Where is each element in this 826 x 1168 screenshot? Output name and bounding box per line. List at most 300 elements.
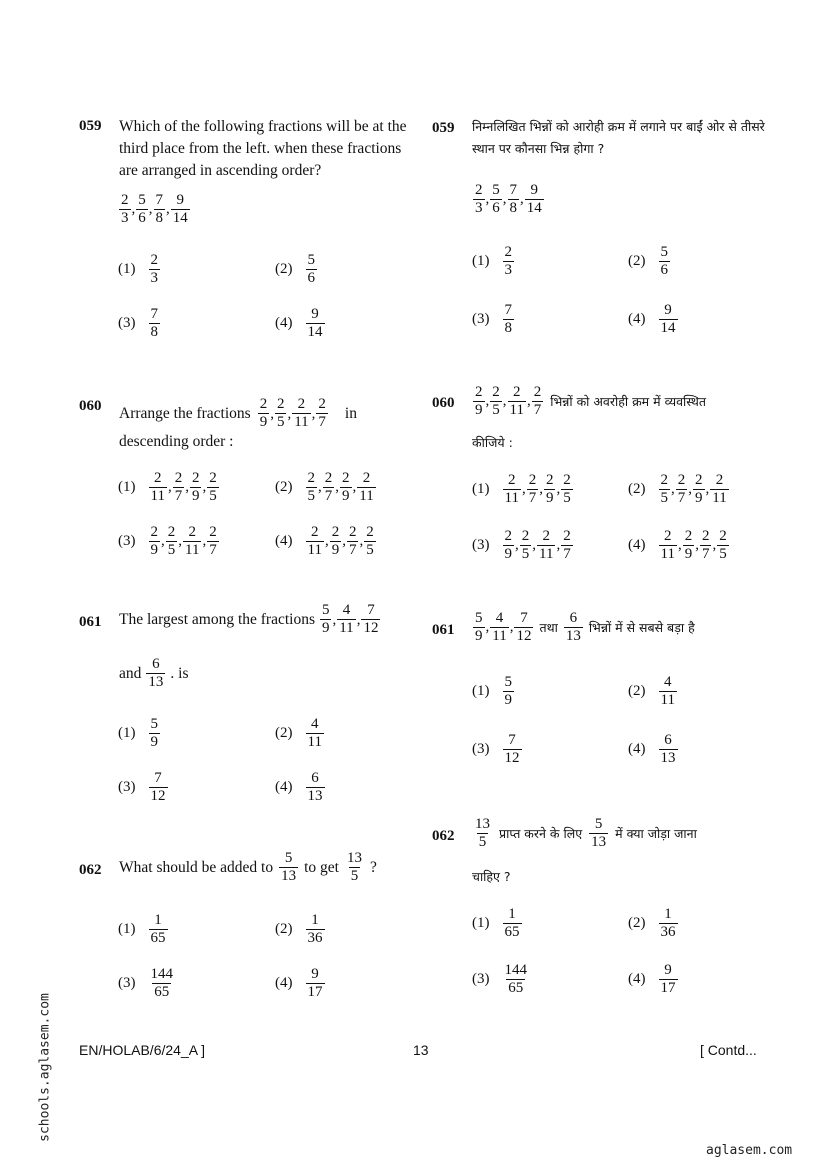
comma: ,: [311, 405, 316, 422]
q062-hi-fraction-1: [588, 816, 609, 851]
q062-hi-text-c: चाहिए ?: [472, 869, 511, 884]
q061-hi-last-fraction: [563, 610, 584, 645]
denominator: 11: [185, 542, 200, 558]
fraction: [710, 472, 728, 507]
numerator: 2: [504, 244, 512, 260]
option-label: (4): [628, 537, 646, 553]
numerator: 4: [495, 610, 504, 626]
q060-sequence: [257, 396, 329, 431]
q061-option-2[interactable]: [275, 716, 325, 751]
q061-option-3[interactable]: [118, 770, 169, 805]
denominator: 9: [331, 542, 340, 558]
comma: ,: [712, 537, 717, 553]
fraction: [364, 524, 376, 559]
denominator: 6: [138, 210, 146, 226]
denominator: 11: [307, 542, 322, 558]
option-sequence: [148, 524, 220, 559]
comma: ,: [521, 481, 526, 497]
q061-number: 061: [79, 614, 102, 630]
fraction: [345, 850, 364, 885]
page-number: 13: [413, 1042, 429, 1058]
fraction: [700, 528, 712, 563]
option-sequence: [305, 524, 377, 559]
q060-hi-option-2[interactable]: [628, 472, 730, 507]
fraction: [683, 528, 695, 563]
comma: ,: [324, 533, 329, 549]
numerator: 9: [664, 302, 672, 318]
option-fraction: [659, 962, 678, 997]
q059-option-3[interactable]: [118, 306, 161, 341]
q059-number: 059: [79, 118, 102, 134]
option-sequence: [148, 470, 220, 505]
footer-code: EN/HOLAB/6/24_A ]: [79, 1042, 206, 1058]
denominator: 5: [307, 488, 315, 504]
numerator: 5: [492, 182, 500, 198]
denominator: 3: [475, 200, 483, 216]
fraction: [537, 528, 555, 563]
option-label: (1): [472, 481, 490, 497]
q062-hi-number: 062: [432, 828, 455, 844]
q062-hi-line1: [472, 816, 697, 851]
denominator: 8: [509, 200, 517, 216]
denominator: 9: [695, 490, 703, 506]
denominator: 5: [167, 542, 176, 558]
comma: ,: [688, 481, 692, 497]
q059-text: Which of the following fractions will be at the third place from the left. when these fractions are arranged in ascending order?: [119, 118, 407, 179]
denominator: 8: [155, 210, 163, 226]
numerator: 1: [508, 906, 516, 922]
fraction: [490, 384, 502, 419]
denominator: 7: [348, 542, 357, 558]
fraction: [330, 524, 342, 559]
denominator: 65: [504, 924, 520, 940]
comma: ,: [131, 201, 136, 217]
q059-option-1[interactable]: [118, 252, 161, 287]
numerator: 7: [154, 770, 162, 786]
denominator: 11: [712, 490, 727, 506]
q061-text-line1: [119, 602, 381, 637]
denominator: 7: [324, 488, 333, 504]
option-label: (1): [118, 261, 136, 277]
fraction: [146, 656, 165, 691]
q062-fraction-2: [344, 850, 365, 885]
fraction: [357, 470, 375, 505]
numerator: 2: [209, 470, 217, 486]
numerator: 2: [342, 470, 350, 486]
fraction: [659, 528, 677, 563]
option-label: (4): [628, 311, 646, 327]
numerator: 6: [664, 732, 672, 748]
q060-hi-option-1[interactable]: [472, 472, 574, 507]
fraction: [508, 384, 526, 419]
comma: ,: [556, 481, 561, 497]
numerator: 6: [152, 656, 160, 672]
fraction: [589, 816, 608, 851]
denominator: 3: [504, 262, 512, 278]
q060-hi-sequence: [472, 384, 544, 419]
comma: ,: [539, 481, 543, 497]
option-fraction: [306, 966, 325, 1001]
q062-option-1[interactable]: [118, 912, 169, 947]
numerator: 2: [209, 524, 217, 540]
comma: ,: [485, 191, 490, 207]
numerator: 2: [310, 524, 319, 540]
q062-hi-option-1[interactable]: [472, 906, 523, 941]
fraction: [136, 192, 148, 227]
fraction: [532, 384, 544, 419]
numerator: 2: [701, 528, 710, 544]
q060-hi-text-b: कीजिये :: [472, 435, 513, 450]
option-label: (3): [118, 975, 136, 991]
denominator: 13: [281, 868, 297, 884]
option-fraction: [659, 674, 677, 709]
denominator: 11: [660, 692, 675, 708]
comma: ,: [352, 479, 357, 495]
option-label: (1): [472, 915, 490, 931]
fraction: [347, 524, 359, 559]
q062-text-line: [119, 850, 377, 885]
q062-text-a: What should be added to: [119, 858, 274, 876]
numerator: 2: [521, 528, 530, 544]
comma: ,: [671, 481, 675, 497]
denominator: 7: [677, 490, 686, 506]
numerator: 7: [509, 182, 517, 198]
comma: ,: [335, 479, 339, 495]
fraction: [490, 182, 502, 217]
denominator: 9: [545, 490, 554, 506]
option-fraction: [306, 252, 318, 287]
q062-option-3[interactable]: [118, 966, 176, 1001]
q062-text-b: to get: [304, 858, 339, 876]
denominator: 11: [539, 546, 554, 562]
fraction: [514, 610, 533, 645]
numerator: 1: [154, 912, 162, 928]
fraction: [340, 470, 352, 505]
option-fraction: [306, 770, 325, 805]
numerator: 4: [663, 674, 672, 690]
q060-option-4[interactable]: [275, 524, 377, 559]
q060-option-3[interactable]: [118, 524, 220, 559]
denominator: 9: [321, 620, 330, 636]
numerator: 144: [504, 962, 527, 978]
q061-sequence: [319, 602, 381, 637]
numerator: 5: [475, 610, 483, 626]
numerator: 5: [504, 674, 512, 690]
q060-hi-text-a: भिन्नों को अवरोही क्रम में व्यवस्थित: [550, 393, 707, 409]
fraction: [473, 384, 485, 419]
option-fraction: [149, 716, 161, 751]
q061-hi-option-1[interactable]: [472, 674, 515, 709]
denominator: 5: [209, 488, 217, 504]
numerator: 9: [664, 962, 672, 978]
numerator: 2: [153, 470, 162, 486]
q061-hi-option-2[interactable]: [628, 674, 678, 709]
option-label: (3): [472, 311, 490, 327]
numerator: 2: [191, 470, 200, 486]
option-label: (2): [628, 683, 646, 699]
denominator: 11: [150, 488, 165, 504]
fraction: [279, 850, 298, 885]
denominator: 5: [719, 546, 727, 562]
numerator: 13: [475, 816, 490, 832]
comma: ,: [359, 533, 364, 549]
fraction: [503, 472, 521, 507]
q062-hi-option-2[interactable]: [628, 906, 679, 941]
option-fraction: [149, 770, 168, 805]
option-sequence: [502, 528, 574, 563]
option-label: (2): [628, 915, 646, 931]
numerator: 2: [492, 384, 500, 400]
denominator: 36: [307, 930, 323, 946]
option-fraction: [306, 306, 325, 341]
numerator: 2: [307, 470, 315, 486]
q062-fraction-1: [278, 850, 299, 885]
denominator: 14: [307, 324, 323, 340]
q061-text-b: and: [119, 664, 142, 682]
numerator: 2: [719, 528, 727, 544]
option-fraction: [306, 716, 324, 751]
option-label: (2): [275, 921, 293, 937]
q062-hi-option-3[interactable]: [472, 962, 530, 997]
comma: ,: [515, 537, 519, 553]
denominator: 8: [150, 324, 158, 340]
denominator: 6: [492, 200, 500, 216]
comma: ,: [202, 533, 207, 549]
denominator: 65: [150, 930, 166, 946]
fraction: [544, 472, 556, 507]
option-fraction: [503, 674, 515, 709]
numerator: 2: [507, 472, 516, 488]
denominator: 36: [660, 924, 676, 940]
option-label: (4): [275, 315, 293, 331]
fraction: [149, 524, 161, 559]
denominator: 9: [259, 414, 268, 430]
q060-number: 060: [79, 398, 102, 414]
numerator: 2: [475, 384, 483, 400]
option-label: (4): [275, 975, 293, 991]
numerator: 7: [508, 732, 516, 748]
comma: ,: [318, 479, 322, 495]
fraction: [119, 192, 131, 227]
numerator: 5: [138, 192, 146, 208]
q061-hi-option-4[interactable]: [628, 732, 679, 767]
q059-hi-number: 059: [432, 120, 455, 136]
fraction: [306, 524, 324, 559]
option-label: (2): [275, 725, 293, 741]
q062-hi-fraction-2: [472, 816, 493, 851]
fraction: [275, 396, 287, 431]
fraction: [306, 470, 318, 505]
q059-option-2[interactable]: [275, 252, 318, 287]
q061-text-c: . is: [170, 664, 189, 682]
q062-option-2[interactable]: [275, 912, 326, 947]
comma: ,: [148, 201, 153, 217]
denominator: 7: [528, 490, 537, 506]
numerator: 6: [569, 610, 578, 626]
numerator: 2: [324, 470, 333, 486]
comma: ,: [202, 479, 207, 495]
q061-hi-option-3[interactable]: [472, 732, 523, 767]
option-sequence: [658, 528, 730, 563]
denominator: 12: [516, 628, 532, 644]
fraction: [316, 396, 328, 431]
option-fraction: [659, 302, 678, 337]
option-sequence: [502, 472, 574, 507]
numerator: 2: [475, 182, 483, 198]
fraction: [473, 816, 492, 851]
numerator: 2: [174, 470, 183, 486]
numerator: 5: [307, 252, 315, 268]
q061-hi-sequence: [472, 610, 534, 645]
numerator: 2: [563, 528, 571, 544]
numerator: 4: [310, 716, 319, 732]
q059-hi-option-3[interactable]: [472, 302, 515, 337]
comma: ,: [502, 191, 507, 207]
numerator: 1: [311, 912, 319, 928]
denominator: 3: [121, 210, 129, 226]
numerator: 9: [311, 306, 319, 322]
denominator: 7: [318, 414, 326, 430]
q059-option-4[interactable]: [275, 306, 326, 341]
q060-hi-option-3[interactable]: [472, 528, 574, 563]
denominator: 3: [150, 270, 158, 286]
comma: ,: [178, 533, 182, 549]
denominator: 5: [660, 490, 668, 506]
fraction: [717, 528, 729, 563]
numerator: 9: [176, 192, 184, 208]
q061-hi-tatha: तथा: [539, 619, 558, 635]
option-label: (1): [118, 725, 136, 741]
option-fraction: [503, 962, 530, 997]
numerator: 2: [366, 524, 374, 540]
fraction: [473, 182, 485, 217]
q060-text-a: Arrange the fractions: [119, 404, 251, 422]
denominator: 7: [174, 488, 183, 504]
comma: ,: [485, 393, 490, 409]
option-label: (3): [472, 971, 490, 987]
option-label: (2): [275, 479, 293, 495]
option-label: (3): [118, 779, 136, 795]
q062-number: 062: [79, 862, 102, 878]
option-fraction: [503, 906, 522, 941]
denominator: 5: [366, 542, 374, 558]
numerator: 2: [512, 384, 521, 400]
numerator: 2: [188, 524, 196, 540]
q060-option-1[interactable]: [118, 470, 220, 505]
q060-hi-option-4[interactable]: [628, 528, 730, 563]
numerator: 2: [167, 524, 176, 540]
denominator: 9: [504, 546, 512, 562]
denominator: 12: [150, 788, 166, 804]
denominator: 8: [504, 320, 512, 336]
fraction: [508, 182, 520, 217]
numerator: 5: [150, 716, 158, 732]
denominator: 5: [350, 868, 359, 884]
denominator: 13: [660, 750, 676, 766]
q060-option-2[interactable]: [275, 470, 377, 505]
denominator: 11: [294, 414, 309, 430]
fraction: [173, 470, 185, 505]
option-sequence: [658, 472, 730, 507]
fraction: [320, 602, 332, 637]
comma: ,: [167, 479, 172, 495]
fraction: [503, 528, 515, 563]
comma: ,: [287, 405, 292, 422]
option-fraction: [659, 244, 671, 279]
numerator: 9: [311, 966, 319, 982]
fraction: [183, 524, 201, 559]
numerator: 2: [715, 472, 724, 488]
option-label: (2): [275, 261, 293, 277]
option-label: (1): [118, 921, 136, 937]
denominator: 6: [307, 270, 315, 286]
denominator: 9: [191, 488, 200, 504]
q061-hi-line1: [472, 610, 695, 645]
option-fraction: [149, 252, 161, 287]
numerator: 13: [346, 850, 362, 866]
option-label: (4): [275, 533, 293, 549]
denominator: 11: [504, 490, 519, 506]
denominator: 7: [533, 402, 542, 418]
q061-option-1[interactable]: [118, 716, 161, 751]
fraction: [561, 472, 573, 507]
denominator: 6: [660, 262, 668, 278]
numerator: 2: [121, 192, 129, 208]
option-label: (1): [118, 479, 136, 495]
side-watermark: schools.aglasem.com: [37, 993, 53, 1142]
option-label: (4): [275, 779, 293, 795]
fraction: [490, 610, 508, 645]
q061-option-4[interactable]: [275, 770, 326, 805]
denominator: 14: [660, 320, 676, 336]
comma: ,: [356, 611, 361, 628]
q059-hi-option-1[interactable]: [472, 244, 515, 279]
comma: ,: [270, 405, 274, 422]
numerator: 2: [663, 528, 672, 544]
comma: ,: [532, 537, 536, 553]
option-label: (2): [628, 481, 646, 497]
comma: ,: [677, 537, 682, 553]
denominator: 5: [276, 414, 285, 430]
q060-hi-number: 060: [432, 395, 455, 411]
denominator: 11: [307, 734, 322, 750]
fraction: [693, 472, 705, 507]
q062-hi-option-4[interactable]: [628, 962, 679, 997]
q059-sequence: [118, 192, 191, 227]
option-label: (3): [118, 315, 136, 331]
denominator: 7: [563, 546, 571, 562]
numerator: 7: [504, 302, 512, 318]
denominator: 11: [339, 620, 354, 636]
numerator: 2: [297, 396, 306, 412]
denominator: 17: [307, 984, 323, 1000]
numerator: 9: [530, 182, 538, 198]
fraction: [676, 472, 688, 507]
q059-hi-option-2[interactable]: [628, 244, 671, 279]
q061-hi-number: 061: [432, 622, 455, 638]
fraction: [659, 472, 671, 507]
q059-hi-option-4[interactable]: [628, 302, 679, 337]
comma: ,: [695, 537, 699, 553]
option-fraction: [306, 912, 325, 947]
denominator: 12: [504, 750, 520, 766]
comma: ,: [526, 393, 531, 409]
option-label: (3): [472, 537, 490, 553]
q062-option-4[interactable]: [275, 966, 326, 1001]
denominator: 5: [492, 402, 500, 418]
option-label: (2): [628, 253, 646, 269]
fraction: [525, 182, 544, 217]
